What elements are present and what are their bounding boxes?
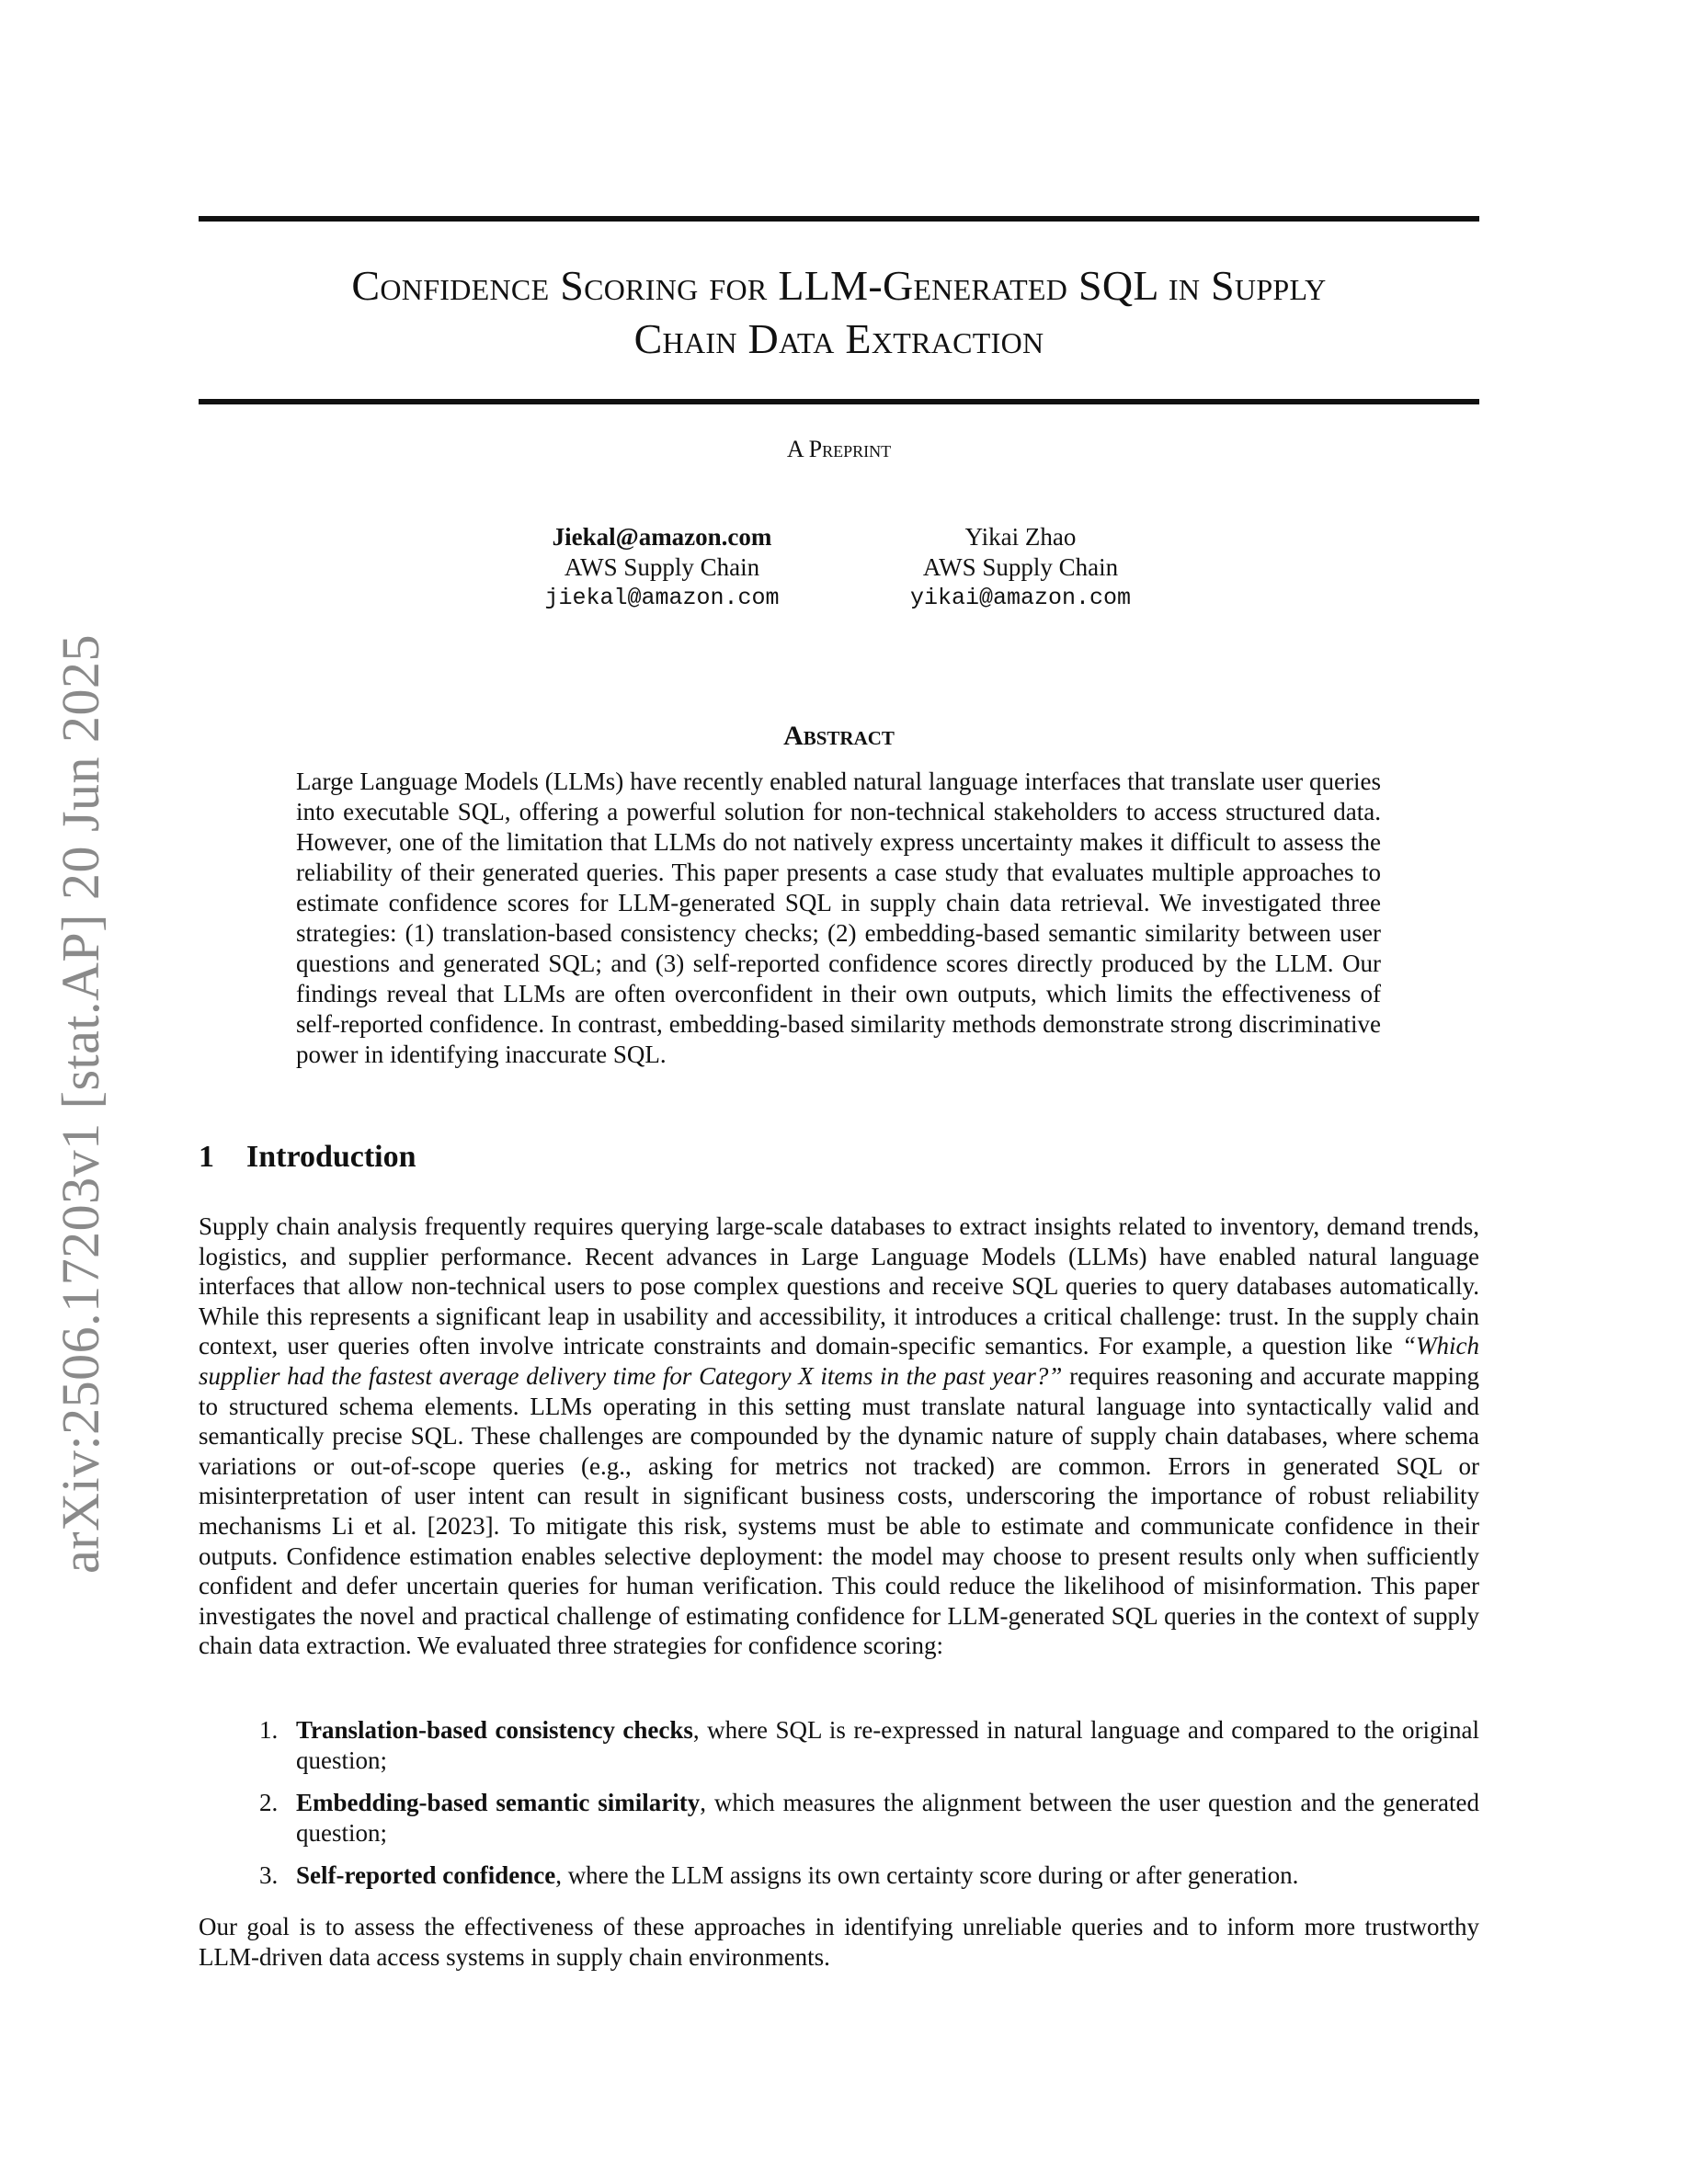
author-email: yikai@amazon.com <box>909 585 1132 611</box>
intro-paragraph-1 <box>199 1211 1479 1661</box>
title-rule-bottom <box>199 399 1479 404</box>
list-item <box>199 1860 1479 1891</box>
list-term: Translation-based consistency checks <box>296 1716 693 1744</box>
abstract-heading: Abstract <box>783 721 895 751</box>
preprint-label: A Preprint <box>786 436 892 462</box>
author-name: Jiekal@amazon.com <box>552 523 772 551</box>
title-rule-top <box>199 216 1479 222</box>
intro-text-part-1: Supply chain analysis frequently requires querying large-scale databases to extract insights related to inventory, demand trends, logistics, and supplier performance. Recent advances in Large Language Models (LLMs) have enabled natural language interfaces that allow non-technical users to pose complex questions and receive SQL queries to query databases automatically. While this represents a significant leap in usability and accessibility, it introduces a critical challenge: trust. In the supply chain context, user queries often involve intricate constraints and domain-specific semantics. For example, a question like <box>199 1212 1479 1360</box>
list-marker: 2. <box>259 1789 279 1817</box>
list-text: , where the LLM assigns its own certainty score during or after generation. <box>555 1861 1299 1890</box>
section-number: 1 <box>199 1140 214 1174</box>
title-line-1: Confidence Scoring for LLM-Generated SQL in Supply <box>351 262 1327 309</box>
example-question-quote: “Which supplier had the fastest average delivery time for Category X items in the past year?” <box>199 1332 1479 1390</box>
list-item <box>199 1715 1479 1775</box>
list-text: , where SQL is re-expressed in natural language and compared to the original question; <box>296 1716 1479 1774</box>
abstract-text: Large Language Models (LLMs) have recently enabled natural language interfaces that translate user queries into executable SQL, offering a powerful solution for non-technical stakeholders to access structured data. However, one of the limitation that LLMs do not natively express uncertainty makes it difficult to assess the reliability of their generated queries. This paper presents a case study that evaluates multiple approaches to estimate confidence scores for LLM-generated SQL in supply chain data retrieval. We investigated three strategies: (1) translation-based consistency checks; (2) embedding-based semantic similarity between user questions and generated SQL; and (3) self-reported confidence scores directly produced by the LLM. Our findings reveal that LLMs are often overconfident in their own outputs, which limits the effectiveness of self-reported confidence. In contrast, embedding-based similarity methods demonstrate strong discriminative power in identifying inaccurate SQL. <box>296 768 1381 1068</box>
intro-text-part-2: requires reasoning and accurate mapping to structured schema elements. LLMs operating in this setting must translate natural language into syntactically valid and semantically precise SQL. These challenges are compounded by the dynamic nature of supply chain databases, where schema variations or out-of-scope queries (e.g., asking for metrics not tracked) are common. Errors in generated SQL or misinterpretation of user intent can result in significant business costs, underscoring the importance of robust reliability mechanisms Li et al. [2023]. To mitigate this risk, systems must be able to estimate and communicate confidence in their outputs. Confidence estimation enables selective deployment: the model may choose to present results only when sufficiently confident and defer uncertain queries for human verification. This could reduce the likelihood of misinformation. This paper investigates the novel and practical challenge of estimating confidence for LLM-generated SQL queries in the context of supply chain data extraction. We evaluated three strategies for confidence scoring: <box>199 1361 1479 1660</box>
author-email: jiekal@amazon.com <box>544 585 780 611</box>
author-affiliation: AWS Supply Chain <box>922 553 1119 581</box>
author-affiliation: AWS Supply Chain <box>564 553 760 581</box>
intro-paragraph-2: Our goal is to assess the effectiveness of these approaches in identifying unreliable queries and to inform more trustworthy LLM-driven data access systems in supply chain environments. <box>199 1913 1479 1971</box>
paper-title <box>199 259 1479 366</box>
list-term: Embedding-based semantic similarity <box>296 1789 701 1817</box>
list-marker: 1. <box>259 1716 279 1744</box>
list-term: Self-reported confidence <box>296 1861 556 1890</box>
author-block-1 <box>515 522 809 613</box>
strategy-list <box>199 1715 1479 1904</box>
title-line-2: Chain Data Extraction <box>633 315 1044 362</box>
author-block-2 <box>873 522 1168 613</box>
list-text: , which measures the alignment between the user question and the generated question; <box>296 1789 1479 1847</box>
list-marker: 3. <box>259 1861 279 1890</box>
arxiv-sidebar-stamp: arXiv:2506.17203v1 [stat.AP] 20 Jun 2025 <box>51 633 110 1574</box>
author-name: Yikai Zhao <box>964 523 1077 551</box>
list-item <box>199 1788 1479 1848</box>
section-heading-introduction <box>199 1140 416 1175</box>
section-title: Introduction <box>246 1140 416 1174</box>
